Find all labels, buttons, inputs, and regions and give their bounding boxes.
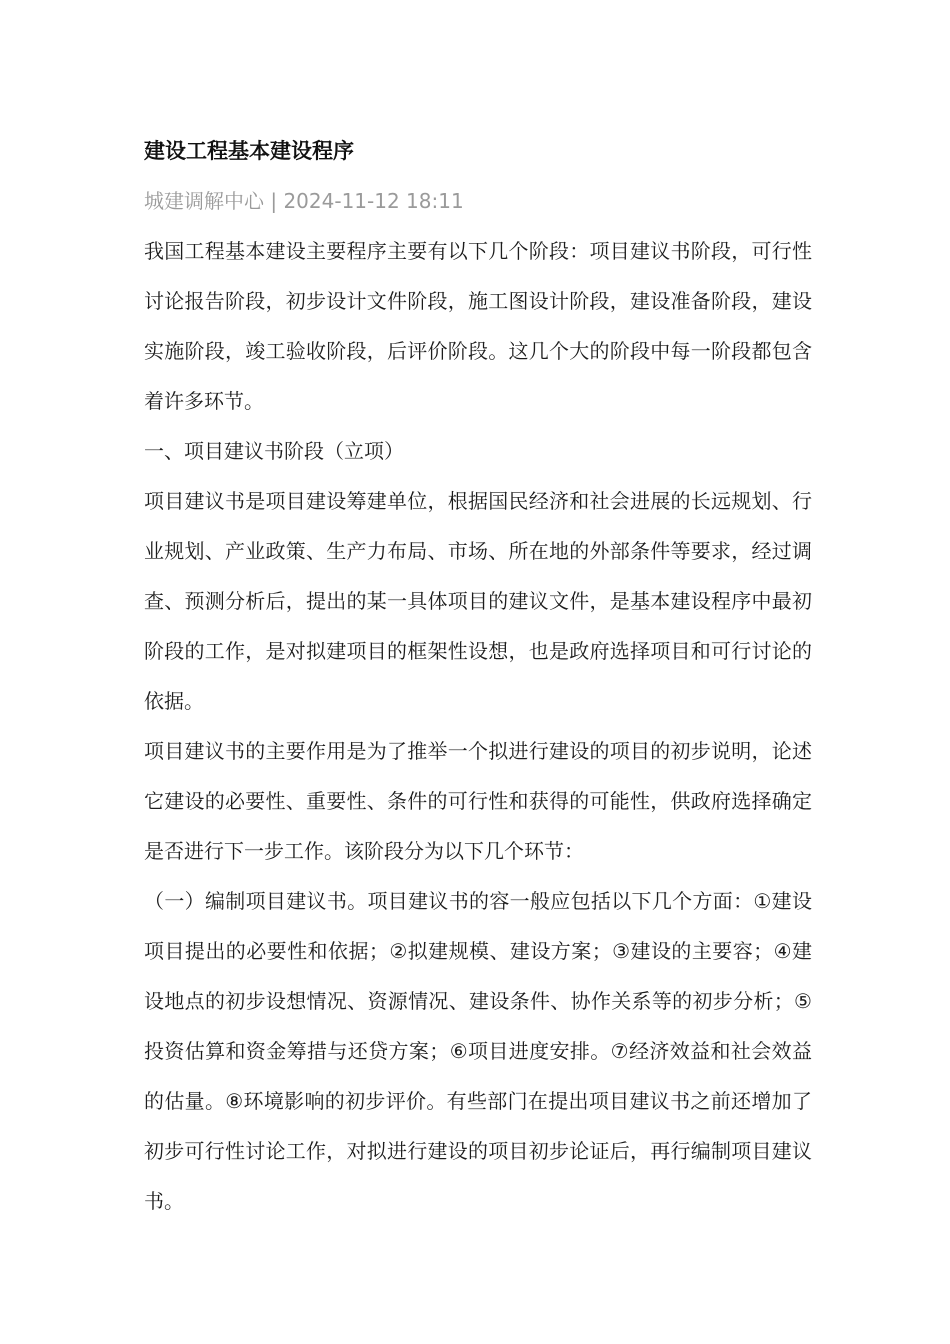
article-title: 建设工程基本建设程序 [144, 139, 354, 163]
article [144, 126, 812, 1226]
paragraph-intro: 我国工程基本建设主要程序主要有以下几个阶段：项目建议书阶段，可行性讨论报告阶段，初步设计文件阶段，施工图设计阶段，建设准备阶段，建设实施阶段，竣工验收阶段，后评价阶段。这几个大的阶段中每一阶段都包含着许多环节。 [144, 239, 812, 413]
paragraph-contents: （一）编制项目建议书。项目建议书的容一般应包括以下几个方面：①建设项目提出的必要性和依据；②拟建规模、建设方案；③建设的主要容；④建设地点的初步设想情况、资源情况、建设条件、协作关系等的初步分析；⑤投资估算和资金筹措与还贷方案；⑥项目进度安排。⑦经济效益和社会效益的估量。⑧环境影响的初步评价。有些部门在提出项目建议书之前还增加了初步可行性讨论工作，对拟进行建设的项目初步论证后，再行编制项目建议书。 [144, 889, 812, 1213]
paragraph-definition: 项目建议书是项目建设筹建单位，根据国民经济和社会进展的长远规划、行业规划、产业政策、生产力布局、市场、所在地的外部条件等要求，经过调查、预测分析后，提出的某一具体项目的建议文件，是基本建设程序中最初阶段的工作，是对拟建项目的框架性设想，也是政府选择项目和可行讨论的依据。 [144, 489, 812, 713]
paragraph-purpose: 项目建议书的主要作用是为了推举一个拟进行建设的项目的初步说明，论述它建设的必要性、重要性、条件的可行性和获得的可能性，供政府选择确定是否进行下一步工作。该阶段分为以下几个环节： [144, 739, 812, 863]
section-heading: 一、项目建议书阶段（立项） [144, 439, 404, 463]
article-meta: 城建调解中心 | 2024-11-12 18:11 [144, 189, 464, 213]
